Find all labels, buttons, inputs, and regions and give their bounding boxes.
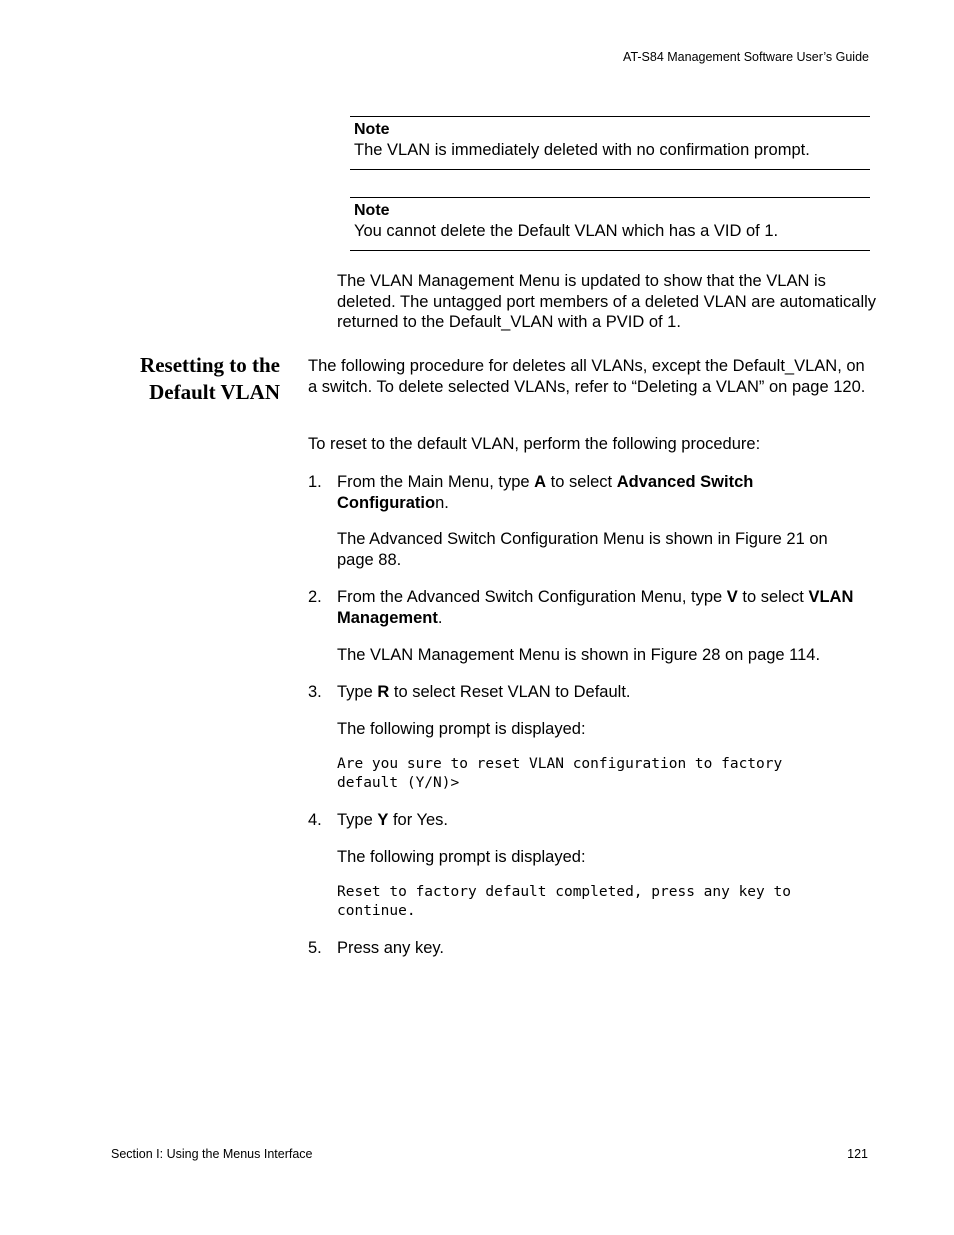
running-header: AT-S84 Management Software User’s Guide (623, 50, 869, 64)
step-number: 3. (308, 683, 322, 701)
step-result: The VLAN Management Menu is shown in Figure 28 on page 114. (337, 646, 821, 664)
section-heading-line: Resetting to the (140, 353, 280, 377)
note-box (350, 116, 870, 170)
step-number: 1. (308, 473, 322, 491)
note-body: You cannot delete the Default VLAN which has a VID of 1. (354, 222, 779, 240)
footer-section: Section I: Using the Menus Interface (111, 1147, 313, 1161)
note-body: The VLAN is immediately deleted with no confirmation prompt. (354, 141, 810, 159)
step-result: The following prompt is displayed: (337, 848, 586, 866)
section-paragraph: The following procedure for deletes all VLANs, except the Default_VLAN, on a switch. To delete selected VLANs, refer to “Deleting a VLAN” on page 120. (308, 357, 866, 396)
step-text: Press any key. (337, 939, 444, 957)
step-result: The following prompt is displayed: (337, 720, 586, 738)
section-heading-line: Default VLAN (149, 380, 280, 404)
step-text: From the Advanced Switch Configuration Menu, type V to select VLAN Management. (337, 588, 854, 627)
code-prompt (337, 755, 837, 793)
page-number: 121 (847, 1147, 868, 1161)
note-title: Note (354, 121, 390, 138)
code-line: Reset to factory default completed, press any key to (337, 884, 791, 900)
intro-paragraph: The VLAN Management Menu is updated to show that the VLAN is deleted. The untagged port members of a deleted VLAN are automatically returned to the Default_VLAN with a PVID of 1. (337, 272, 877, 331)
step-text: From the Main Menu, type A to select Advanced Switch Configuration. (337, 473, 754, 512)
step-number: 5. (308, 939, 322, 957)
code-line: default (Y/N)> (337, 775, 460, 791)
step-number: 4. (308, 811, 322, 829)
step-text: Type R to select Reset VLAN to Default. (337, 683, 631, 701)
note-title: Note (354, 202, 390, 219)
step-result: The Advanced Switch Configuration Menu is shown in Figure 21 on page 88. (337, 530, 828, 569)
code-prompt (337, 883, 837, 921)
section-heading (100, 352, 280, 406)
section-paragraph: To reset to the default VLAN, perform the following procedure: (308, 435, 761, 453)
note-box (350, 197, 870, 251)
code-line: Are you sure to reset VLAN configuration to factory (337, 756, 783, 772)
code-line: continue. (337, 903, 416, 919)
step-text: Type Y for Yes. (337, 811, 449, 829)
step-number: 2. (308, 588, 322, 606)
